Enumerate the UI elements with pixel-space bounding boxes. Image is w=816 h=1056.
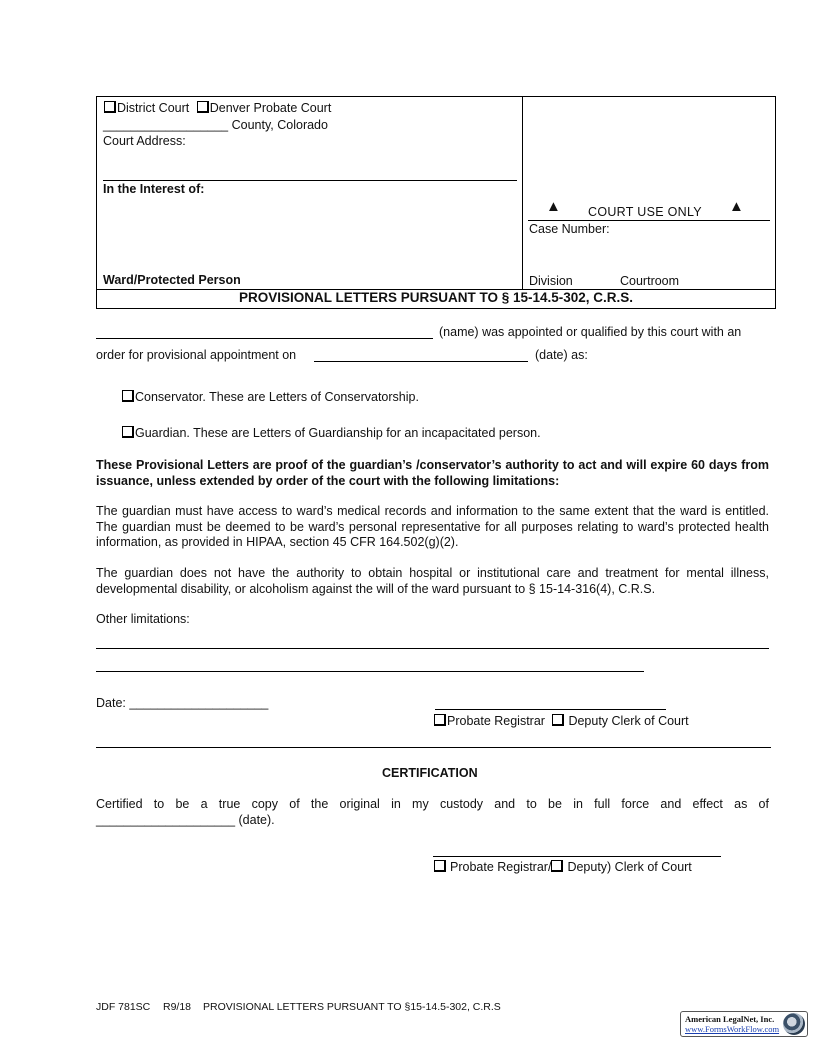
county-line[interactable]: __________________ County, Colorado [103,118,328,132]
logo-url[interactable]: www.FormsWorkFlow.com [685,1024,780,1034]
cert-deputy-checkbox[interactable] [551,860,563,872]
caption-divider [522,96,523,289]
certification-heading: CERTIFICATION [382,766,478,780]
cert-registrar-label: Probate Registrar/ [450,860,552,874]
authority-paragraph: The guardian does not have the authority to obtain hospital or institutional care and treatment for mental illness, developmental disability, or alcoholism against the will of the ward pursuant to § 15-14-316(4), C.R.S. [96,566,769,596]
certification-line1: Certified to be a true copy of the original in my custody and to be in full force and effect as of [96,797,769,811]
intro-line2a: order for provisional appointment on [96,348,297,362]
guardian-checkbox[interactable] [122,426,134,438]
name-blank[interactable] [96,338,433,339]
court-address-label: Court Address: [103,134,186,148]
footer-form-title: PROVISIONAL LETTERS PURSUANT TO §15-14.5-302, C.R.S [203,1001,501,1013]
intro-line1: (name) was appointed or qualified by this court with an [439,325,742,339]
limitations-rule-1[interactable] [96,648,769,649]
logo-company: American LegalNet, Inc. [685,1014,775,1024]
court-use-rule [528,220,770,221]
in-interest-label: In the Interest of: [103,182,205,196]
signer-row [434,714,689,728]
form-title: PROVISIONAL LETTERS PURSUANT TO § 15-14.5-302, C.R.S. [238,290,634,305]
certification-signature-rule[interactable] [433,856,721,857]
district-court-label: District Court [117,101,190,115]
cert-deputy-label: Deputy) Clerk of Court [567,860,692,874]
certification-line2: ____________________ (date). [96,813,275,827]
guardian-option [122,426,541,440]
intro-line2b: (date) as: [535,348,588,362]
footer-revision: R9/18 [163,1001,192,1013]
limitations-rule-2[interactable] [96,671,644,672]
denver-probate-checkbox[interactable] [197,101,209,113]
signature-rule[interactable] [435,709,666,710]
ward-label: Ward/Protected Person [103,273,241,287]
footer-form-id: JDF 781SC [96,1001,151,1013]
certification-signer-row [434,860,692,874]
probate-registrar-checkbox[interactable] [434,714,446,726]
conservator-checkbox[interactable] [122,390,134,402]
cert-registrar-checkbox[interactable] [434,860,446,872]
conservator-label: Conservator. These are Letters of Conservatorship. [135,390,419,404]
date-field[interactable]: Date: ____________________ [96,696,269,710]
case-number-label: Case Number: [529,222,610,236]
american-legalnet-logo[interactable] [680,1011,808,1037]
guardian-label: Guardian. These are Letters of Guardianship for an incapacitated person. [135,426,541,440]
bold-paragraph: These Provisional Letters are proof of the guardian’s /conservator’s authority to act and will expire 60 days from issuance, unless extended by order of the court with the following limitations: [96,458,769,488]
section-divider [96,747,771,748]
conservator-option [122,390,419,404]
probate-registrar-label: Probate Registrar [447,714,545,728]
date-blank[interactable] [314,361,528,362]
courtroom-label: Courtroom [620,274,680,288]
court-address-rule[interactable] [103,180,517,181]
denver-probate-label: Denver Probate Court [209,101,332,115]
deputy-clerk-checkbox[interactable] [552,714,564,726]
court-use-only: COURT USE ONLY [588,205,702,219]
triangle-right-icon: ▲ [729,198,744,215]
other-limitations-label: Other limitations: [96,612,190,626]
district-court-checkbox[interactable] [104,101,116,113]
division-label: Division [529,274,573,288]
hipaa-paragraph: The guardian must have access to ward’s medical records and information to the same extent that the ward is entitled. The guardian must be deemed to be ward’s personal representative for all purposes relating to ward’s protected health information, as provided in HIPAA, section 45 CFR 164.502(g)(2). [96,504,769,549]
triangle-left-icon: ▲ [546,198,561,215]
court-type-row [104,101,331,115]
deputy-clerk-label: Deputy Clerk of Court [568,714,689,728]
logo-swirl-icon [783,1013,805,1035]
